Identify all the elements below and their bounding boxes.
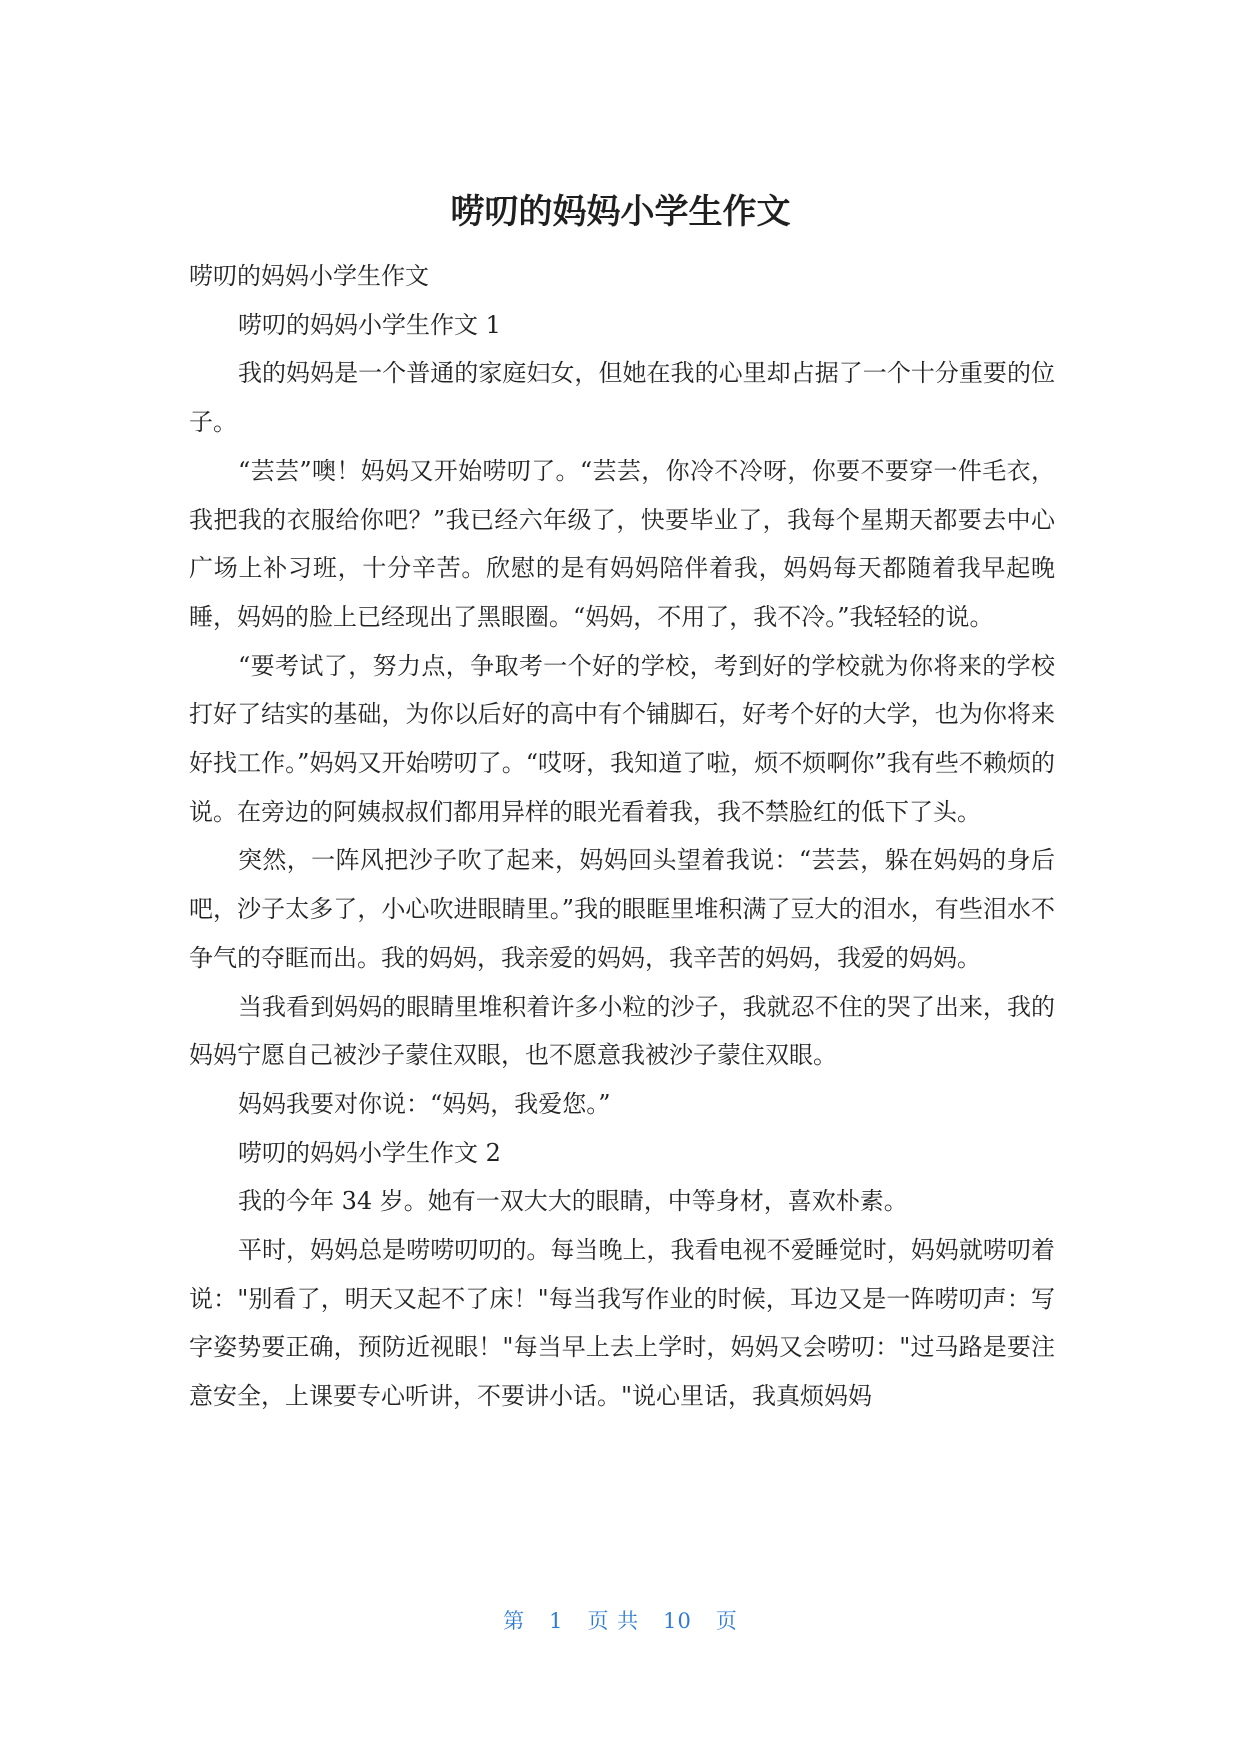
- footer-total-pages: 10: [663, 1609, 692, 1633]
- paragraph-9: 我的今年 34 岁。她有一双大大的眼睛，中等身材，喜欢朴素。: [238, 1187, 908, 1216]
- paragraph-0: 唠叨的妈妈小学生作文: [189, 262, 429, 290]
- paragraph-6: 当我看到妈妈的眼睛里堆积着许多小粒的沙子，我就忍不住的哭了出来，我的妈妈宁愿自己被沙子蒙住双眼，也不愿意我被沙子蒙住双眼。: [189, 992, 1055, 1070]
- paragraph-7: 妈妈我要对你说：“妈妈，我爱您。”: [238, 1089, 611, 1118]
- footer-middle: 页 共: [587, 1609, 640, 1633]
- footer-suffix: 页: [715, 1609, 738, 1633]
- paragraph-5: 突然，一阵风把沙子吹了起来，妈妈回头望着我说：“芸芸，躲在妈妈的身后吧，沙子太多了，小心吹进眼睛里。”我的眼眶里堆积满了豆大的泪水，有些泪水不争气的夺眶而出。我的妈妈，我亲爱的妈妈，我辛苦的妈妈，我爱的妈妈。: [189, 846, 1055, 972]
- page-footer: [0, 1606, 1241, 1636]
- document-body: [189, 252, 1055, 1421]
- paragraph-3: “芸芸”噢！妈妈又开始唠叨了。“芸芸，你冷不冷呀，你要不要穿一件毛衣，我把我的衣服给你吧？”我已经六年级了，快要毕业了，我每个星期天都要去中心广场上补习班，十分辛苦。欣慰的是有妈妈陪伴着我，妈妈每天都随着我早起晚睡，妈妈的脸上已经现出了黑眼圈。“妈妈，不用了，我不冷。”我轻轻的说。: [189, 456, 1055, 631]
- document-title: 唠叨的妈妈小学生作文: [450, 192, 791, 232]
- section-heading-2: 唠叨的妈妈小学生作文 2: [238, 1138, 501, 1167]
- paragraph-4: “要考试了，努力点，争取考一个好的学校，考到好的学校就为你将来的学校打好了结实的基础，为你以后好的高中有个铺脚石，好考个好的大学，也为你将来好找工作。”妈妈又开始唠叨了。“哎呀，我知道了啦，烦不烦啊你”我有些不赖烦的说。在旁边的阿姨叔叔们都用异样的眼光看着我，我不禁脸红的低下了头。: [189, 651, 1055, 826]
- paragraph-2: 我的妈妈是一个普通的家庭妇女，但她在我的心里却占据了一个十分重要的位子。: [189, 359, 1055, 437]
- paragraph-10: 平时，妈妈总是唠唠叨叨的。每当晚上，我看电视不爱睡觉时，妈妈就唠叨着说："别看了，明天又起不了床！"每当我写作业的时候，耳边又是一阵唠叨声：写字姿势要正确，预防近视眼！"每当早上去上学时，妈妈又会唠叨："过马路是要注意安全，上课要专心听讲，不要讲小话。"说心里话，我真烦妈妈: [189, 1236, 1055, 1411]
- footer-current-page: 1: [549, 1609, 564, 1633]
- footer-prefix: 第: [503, 1609, 526, 1633]
- section-heading-1: 唠叨的妈妈小学生作文 1: [238, 310, 501, 339]
